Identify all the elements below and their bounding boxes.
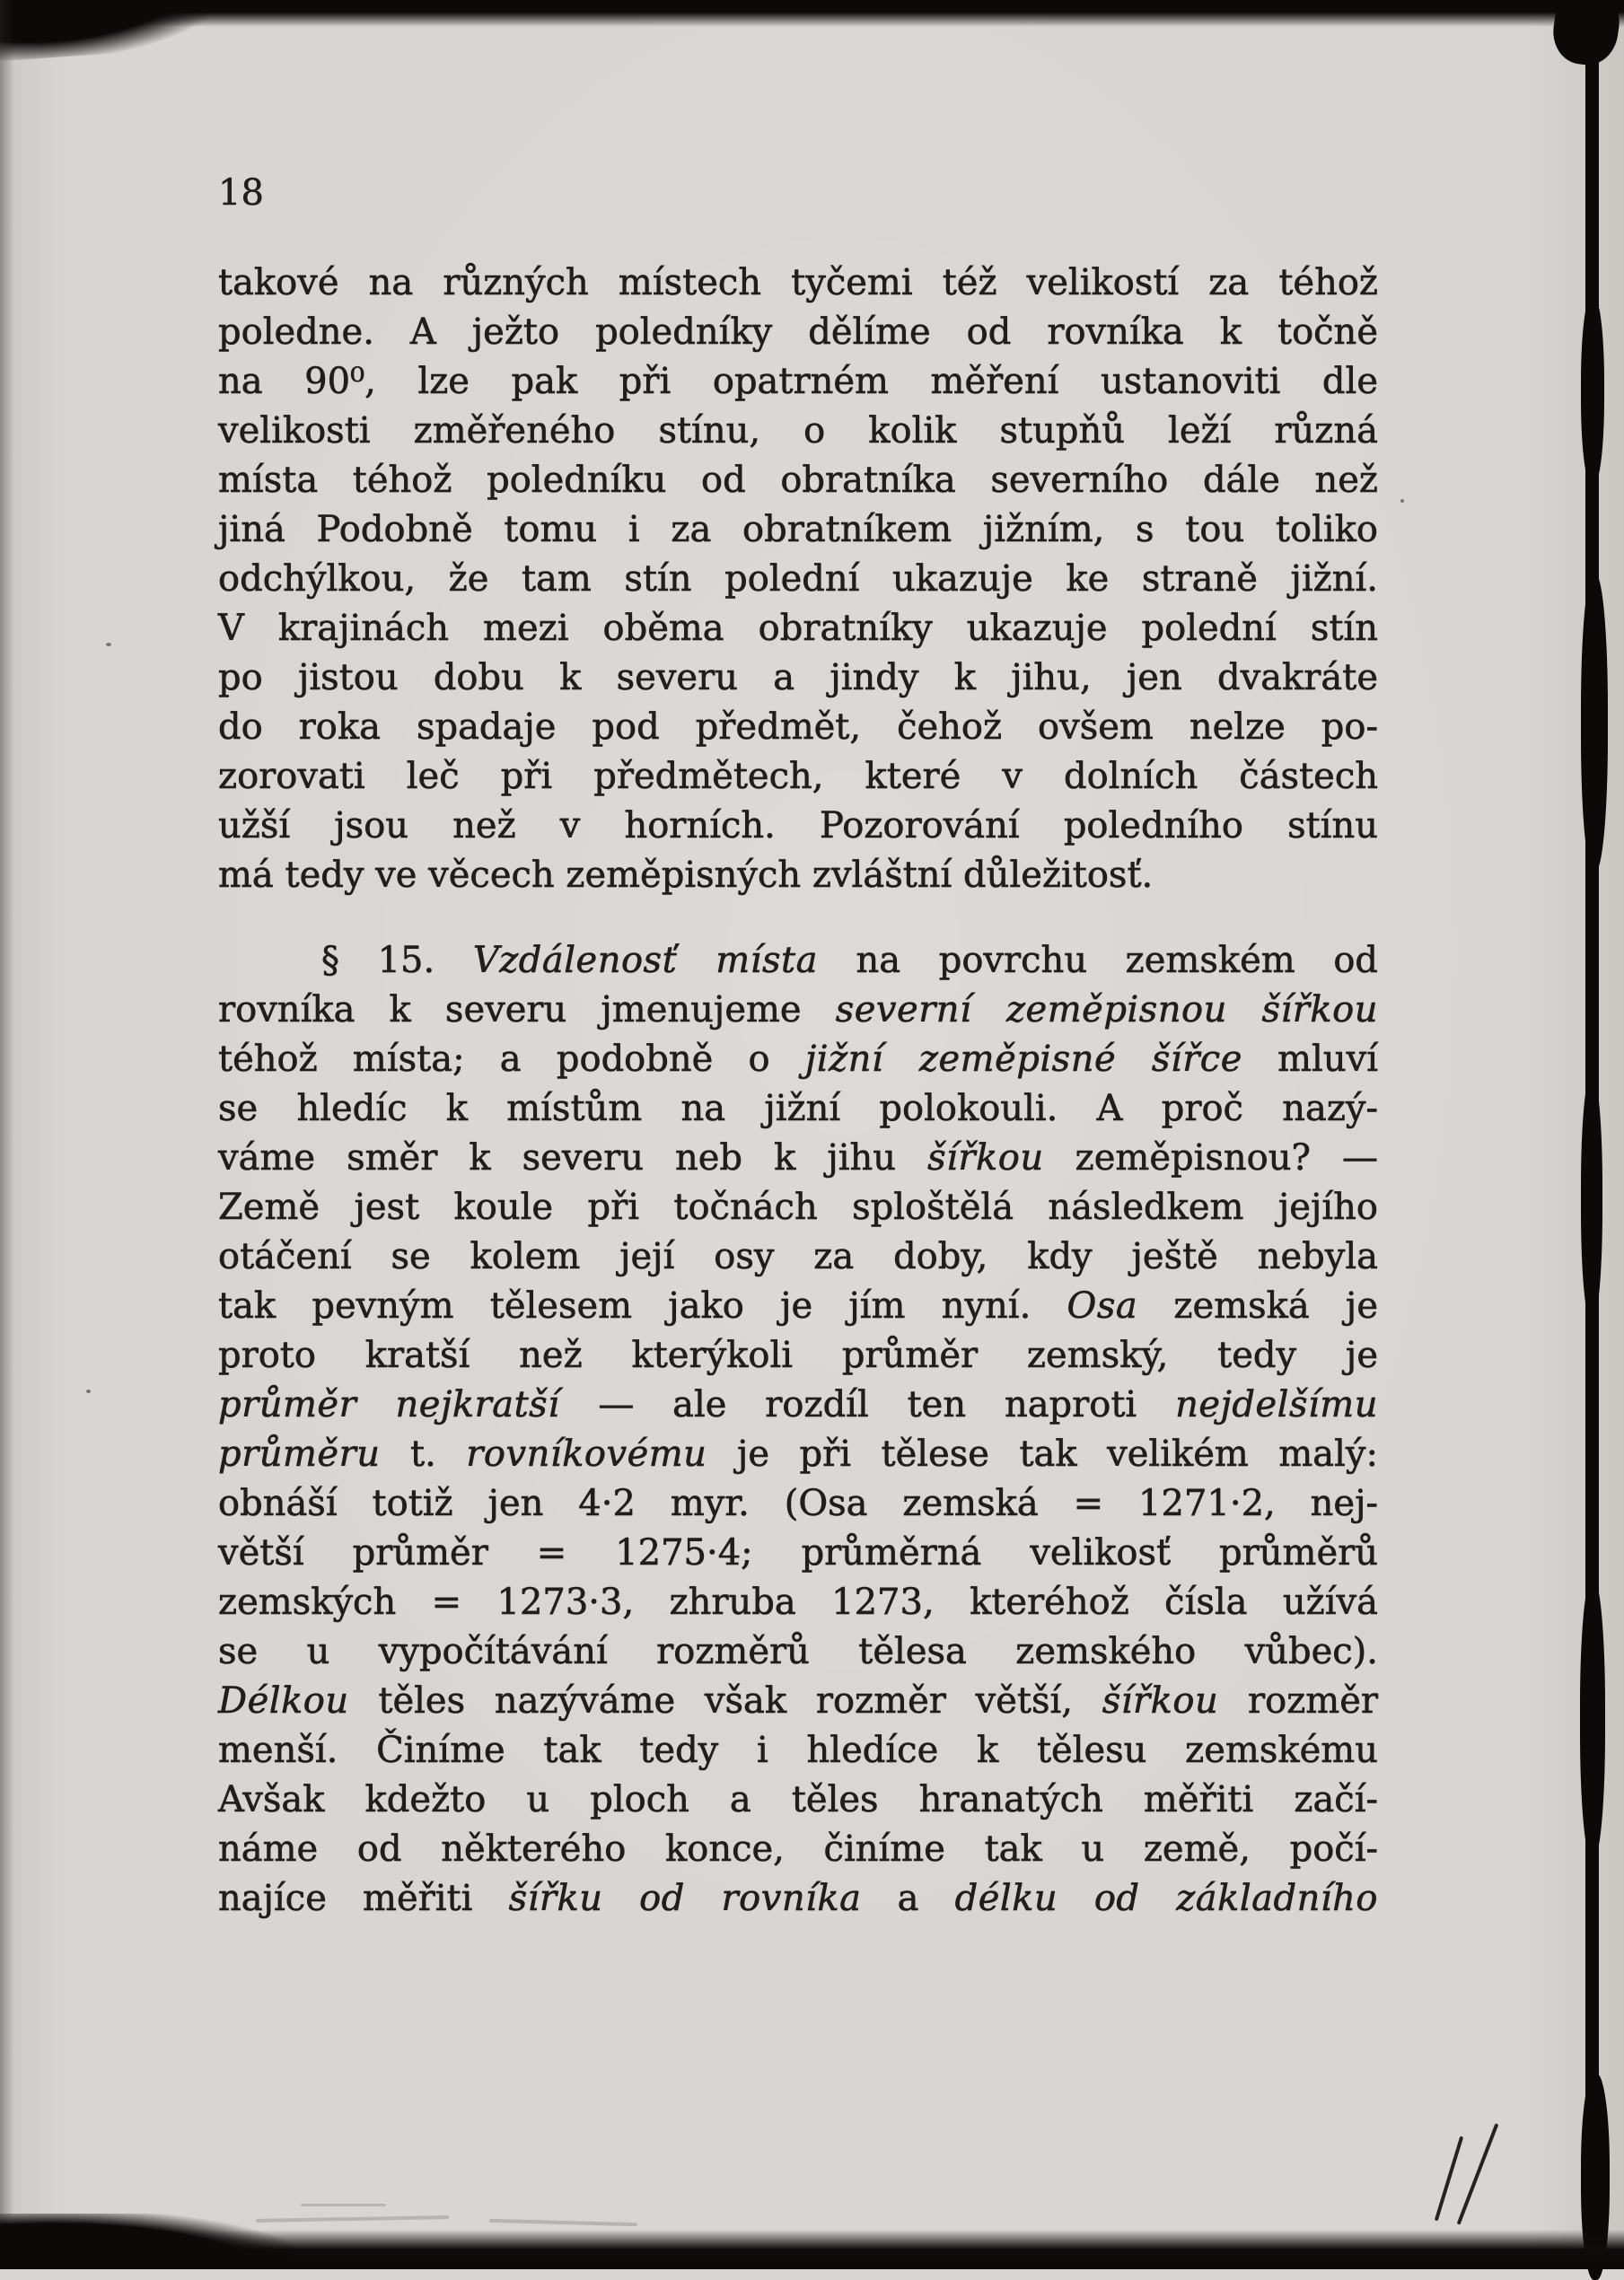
text-line: najíce měřiti šířku od rovníka a délku od základního: [218, 1878, 1378, 1919]
text-line: se u vypočítávání rozměrů tělesa zemského vůbec).: [218, 1631, 1378, 1672]
ink-blot: [1581, 574, 1608, 871]
scan-edge-left: [0, 0, 14, 2269]
text-line: takové na různých místech tyčemi též velikostí za téhož: [218, 262, 1378, 303]
text-line: otáčení se kolem její osy za doby, kdy ještě nebyla: [218, 1236, 1378, 1277]
text-line: se hledíc k místům na jižní polokouli. A proč nazý-: [218, 1088, 1378, 1129]
text-line: odchýlkou, že tam stín polední ukazuje ke straně jižní.: [218, 558, 1378, 600]
page-number: 18: [218, 172, 264, 214]
text-line: obnáší totiž jen 4·2 myr. (Osa zemská = 1271·2, nej-: [218, 1483, 1378, 1524]
text-line: téhož místa; a podobně o jižní zeměpisné šířce mluví: [218, 1039, 1379, 1080]
paper-speck: [1400, 499, 1404, 503]
text-line: proto kratší než kterýkoli průměr zemský, tedy je: [218, 1335, 1378, 1376]
text-line: jiná Podobně tomu i za obratníkem jižním, s tou toliko: [218, 509, 1378, 550]
scan-corner-top-left: [0, 0, 236, 63]
text-line: poledne. A ježto poledníky dělíme od rovníka k točně: [218, 311, 1378, 353]
paragraph-shadow-observation: [218, 259, 1378, 900]
text-line: Avšak kdežto u ploch a těles hranatých měřiti začí-: [218, 1779, 1378, 1820]
pencil-scribble: [301, 2204, 386, 2206]
text-line: zemských = 1273·3, zhruba 1273, kteréhož čísla užívá: [218, 1582, 1378, 1623]
text-line: tak pevným tělesem jako je jím nyní. Osa zemská je: [218, 1285, 1378, 1327]
ink-blot: [1581, 1077, 1602, 1320]
text-line: větší průměr = 1275·4; průměrná velikosť průměrů: [218, 1532, 1378, 1574]
text-line: velikosti změřeného stínu, o kolik stupňů leží různá: [218, 410, 1378, 452]
paragraph-section-15: [218, 936, 1378, 1924]
text-line: na 90⁰, lze pak při opatrném měření ustanoviti dle: [218, 361, 1378, 402]
text-line: průměr nejkratší — ale rozdíl ten naproti nejdelšímu: [218, 1384, 1378, 1425]
text-line: po jistou dobu k severu a jindy k jihu, jen dvakráte: [218, 657, 1378, 698]
text-line: místa téhož poledníku od obratníka severního dále než: [218, 460, 1378, 501]
text-line: rovníka k severu jmenujeme severní zeměpisnou šířkou: [218, 989, 1379, 1030]
paper-speck: [86, 1390, 91, 1393]
text-line: V krajinách mezi oběma obratníky ukazuje polední stín: [218, 608, 1378, 649]
pen-mark: [1435, 2136, 1463, 2222]
text-line: náme od některého konce, činíme tak u země, počí-: [218, 1828, 1378, 1870]
scan-edge-top: [0, 0, 1624, 27]
text-line: užší jsou než v horních. Pozorování poledního stínu: [218, 805, 1378, 846]
scan-corner-bottom-left: [0, 2214, 296, 2269]
ink-blot: [1581, 296, 1604, 485]
text-line: § 15. Vzdálenosť místa na povrchu zemském od: [321, 940, 1379, 981]
paper-speck: [106, 643, 111, 646]
text-line: váme směr k severu neb k jihu šířkou zeměpisnou? —: [218, 1137, 1378, 1179]
ink-blot: [1580, 1580, 1605, 1858]
ink-blot: [1549, 0, 1624, 69]
text-line: zorovati leč při předmětech, které v dolních částech: [218, 756, 1378, 797]
text-line: menší. Činíme tak tedy i hledíce k tělesu zemskému: [218, 1730, 1378, 1771]
text-line: Země jest koule při točnách sploštělá následkem jejího: [218, 1187, 1378, 1228]
text-line: Délkou těles nazýváme však rozměr větší, šířkou rozměr: [218, 1680, 1378, 1722]
text-line: do roka spadaje pod předmět, čehož ovšem nelze po-: [218, 706, 1378, 748]
text-line: má tedy ve věcech zeměpisných zvláštní důležitosť.: [218, 855, 1154, 896]
text-block: [218, 259, 1378, 1924]
pencil-scribble: [489, 2219, 637, 2226]
text-line: průměru t. rovníkovému je při tělese tak velikém malý:: [218, 1434, 1378, 1475]
